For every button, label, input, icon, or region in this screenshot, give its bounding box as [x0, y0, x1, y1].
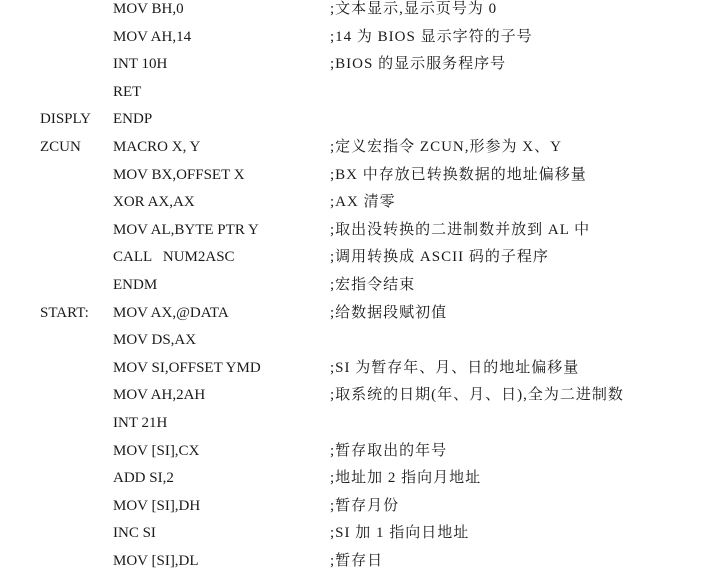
code-line [0, 55, 701, 82]
line-instruction: XOR AX,AX [113, 194, 195, 211]
line-instruction: MOV AL,BYTE PTR Y [113, 221, 259, 238]
line-comment: ;调用转换成 ASCII 码的子程序 [330, 249, 549, 266]
code-line [0, 138, 701, 165]
line-comment: ;暂存取出的年号 [330, 442, 448, 459]
line-comment: ;SI 加 1 指向日地址 [330, 525, 470, 542]
line-label: DISPLY [40, 111, 92, 128]
code-line [0, 552, 701, 579]
code-line [0, 276, 701, 303]
line-comment: ;文本显示,显示页号为 0 [330, 1, 498, 17]
line-instruction: MOV DS,AX [113, 332, 197, 349]
line-instruction: MOV SI,OFFSET YMD [113, 359, 261, 376]
line-instruction: MOV [SI],CX [113, 442, 200, 459]
line-label: START: [40, 304, 89, 321]
line-instruction: INT 21H [113, 415, 168, 431]
code-line [0, 331, 701, 358]
code-line [0, 0, 701, 27]
line-comment: ;BIOS 的显示服务程序号 [330, 56, 507, 73]
line-instruction: ENDP [113, 111, 153, 128]
line-instruction: MOV [SI],DH [113, 497, 201, 514]
line-instruction: ADD SI,2 [113, 470, 174, 487]
line-label: ZCUN [40, 139, 81, 155]
code-line [0, 221, 701, 248]
line-instruction: ENDM [113, 277, 158, 293]
line-comment: ;BX 中存放已转换数据的地址偏移量 [330, 166, 587, 183]
line-instruction: MOV [SI],DL [113, 553, 199, 569]
line-instruction: MOV BX,OFFSET X [113, 166, 245, 183]
line-instruction: MOV AH,14 [113, 28, 192, 45]
code-line [0, 166, 701, 193]
code-line [0, 304, 701, 331]
line-comment: ;取系统的日期(年、月、日),全为二进制数 [330, 387, 624, 404]
code-line [0, 193, 701, 220]
line-comment: ;取出没转换的二进制数并放到 AL 中 [330, 221, 591, 238]
line-comment: ;14 为 BIOS 显示字符的子号 [330, 28, 533, 45]
line-instruction: MOV AH,2AH [113, 387, 206, 404]
line-comment: ;定义宏指令 ZCUN,形参为 X、Y [330, 139, 562, 155]
line-comment: ;暂存月份 [330, 497, 400, 514]
code-line [0, 524, 701, 551]
code-line [0, 110, 701, 137]
code-line [0, 248, 701, 275]
line-comment: ;地址加 2 指向月地址 [330, 470, 482, 487]
code-line [0, 83, 701, 110]
line-instruction: MOV BH,0 [113, 1, 184, 17]
line-instruction: CALL NUM2ASC [113, 249, 235, 266]
code-line [0, 386, 701, 413]
code-line [0, 414, 701, 441]
line-comment: ;给数据段赋初值 [330, 304, 448, 321]
code-line [0, 469, 701, 496]
line-instruction: MOV AX,@DATA [113, 304, 229, 321]
line-comment: ;SI 为暂存年、月、日的地址偏移量 [330, 359, 580, 376]
line-comment: ;暂存日 [330, 553, 384, 569]
code-line [0, 359, 701, 386]
code-line [0, 28, 701, 55]
line-instruction: INC SI [113, 525, 156, 542]
code-line [0, 497, 701, 524]
code-line [0, 442, 701, 469]
line-instruction: MACRO X, Y [113, 139, 201, 155]
line-comment: ;宏指令结束 [330, 277, 416, 293]
line-instruction: RET [113, 83, 142, 100]
line-instruction: INT 10H [113, 56, 168, 73]
line-comment: ;AX 清零 [330, 194, 396, 211]
